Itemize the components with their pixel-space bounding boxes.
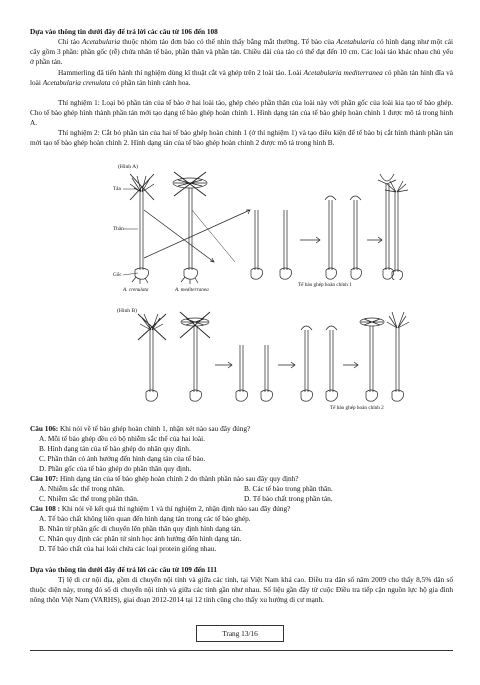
- mediterranea-cell-drawing: [173, 178, 207, 284]
- intro-paragraph-2: Hammerling đã tiến hành thí nghiệm dùng kĩ thuật cắt và ghép trên 2 loài tảo. Loài Acetabularia mediterranea có phần tán hình đĩa và loài Acetabularia crenulata có phần tán hình cánh hoa.: [30, 68, 453, 88]
- q108-option-d: D. Tế bào chất của hai loài chứa các loại protein giống nhau.: [39, 544, 217, 553]
- section-header-2: Dựa vào thông tin dưới đây để trả lời các câu từ 109 đến 111: [30, 565, 218, 574]
- label-goc: Gốc: [113, 272, 122, 278]
- q106-option-a: A. Mỗi tế bào ghép đều có bộ nhiễm sắc thể của hai loài.: [39, 434, 205, 443]
- question-108-stem: Câu 108 : Khi nói về kết quả thí nghiệm 1 và thí nghiệm 2, nhận định nào sau đây đúng?: [30, 504, 291, 513]
- label-crenulata: A. crenulata: [123, 287, 149, 293]
- footer-divider: [30, 650, 453, 651]
- label-than: Thân: [113, 226, 124, 232]
- question-107-stem: Câu 107: Hình dạng tán của tế bào ghép hoàn chỉnh 2 do thành phần nào sau đây quy định?: [30, 474, 299, 483]
- q108-option-a: A. Tế bào chất không liên quan đến hình dạng tán trong các tế bào ghép.: [39, 514, 251, 523]
- q106-option-d: D. Phần gốc của tế bào ghép do phần thân quy định.: [39, 464, 192, 473]
- figure-b-diagram: [130, 310, 420, 405]
- q107-option-c: C. Nhiễm sắc thể trong phần thân.: [39, 494, 139, 503]
- q107-option-a: A. Nhiễm sắc thể trong nhân.: [39, 484, 125, 493]
- figure-b-caption: Tế bào ghép hoàn chỉnh 2: [330, 405, 384, 411]
- page-number: Trang 13/16: [196, 625, 284, 642]
- q107-option-b: B. Các tế bào trong phần thân.: [244, 484, 333, 493]
- label-tan: Tán: [113, 186, 122, 192]
- section-header: Dựa vào thông tin dưới đây để trả lời các câu từ 106 đến 108: [30, 27, 218, 36]
- figure-a-diagram: [110, 170, 400, 288]
- q107-option-d: D. Tế bào chất trong phần tán.: [244, 494, 333, 503]
- figure-a-title: (Hình A): [118, 164, 139, 170]
- q106-option-b: B. Hình dạng tán của tế bào ghép do nhân quy định.: [39, 444, 191, 453]
- q106-option-c: C. Phần thân có ảnh hưởng đến hình dạng tán của tế bào.: [39, 454, 206, 463]
- figure-a-caption: Tế bào ghép hoàn chỉnh 1: [298, 282, 352, 288]
- figure-b-title: (Hình B): [117, 308, 138, 314]
- intro-paragraph-1: Chi tảo Acetabularia thuộc nhóm tảo đơn bào có thể nhìn thấy bằng mắt thường. Tế bào của Acetabularia có hình dạng như một cái cây gồm 3 phần: phần gốc (rễ) chứa nhân tế bào, phần thân và phần tán. Chiều dài của tảo có thể đạt đến 10 cm. Các loài tảo khác nhau chủ yếu ở phần tán.: [30, 37, 453, 67]
- q108-option-c: C. Nhân quy định các phân tử sinh học ảnh hưởng đến hình dạng tán.: [39, 534, 242, 543]
- figure-a-diagram-right: [382, 180, 412, 280]
- label-mediterranea: A. mediterranea: [175, 287, 209, 293]
- crenulata-cell-drawing: [130, 176, 154, 284]
- question-106-stem: Câu 106: Khi nói về tế bào ghép hoàn chỉnh 1, nhận xét nào sau đây đúng?: [30, 424, 251, 433]
- migration-paragraph: Tị lệ di cư nội địa, gồm di chuyển nội tỉnh và giữa các tỉnh, tại Việt Nam khá cao. Điều tra dân số năm 2009 cho thấy 8,5% dân số thuộc diện này, trong đó số di chuyển nội tỉnh và giữa các tỉnh gần như nhau. Số liệu gần đây từ cuộc Điều tra tiếp cận nguồn lực hộ gia đình nông thôn Việt Nam (VARHS), giai đoạn 2012-2014 tại 12 tỉnh cũng cho thấy xu hướng di cư mạnh.: [30, 575, 453, 605]
- q108-option-b: B. Nhân từ phần gốc di chuyển lên phần thân quy định hình dạng tán.: [39, 524, 242, 533]
- experiment-2-text: Thí nghiệm 2: Cắt bỏ phần tán của hai tế bào ghép hoàn chỉnh 1 (ở thí nghiệm 1) và tạo điều kiện để tế bào bị cắt hình thành phần tán mới tạo tế bào ghép hoàn chỉnh 2. Hình dạng tán của tế bào ghép hoàn chỉnh 2 được mô tả trong hình B.: [30, 128, 453, 148]
- experiment-1-text: Thí nghiệm 1: Loại bỏ phần tán của tế bào ở hai loài tảo, ghép chéo phần thân của loài này với phần gốc của loài kia tạo tế bào ghép. Cho tế bào ghép hình thành phần tán mới tạo dạng tế bào ghép hoàn chỉnh 1. Hình dạng tán của tế bào ghép hoàn chỉnh 1 được mô tả trong hình A.: [30, 98, 453, 128]
